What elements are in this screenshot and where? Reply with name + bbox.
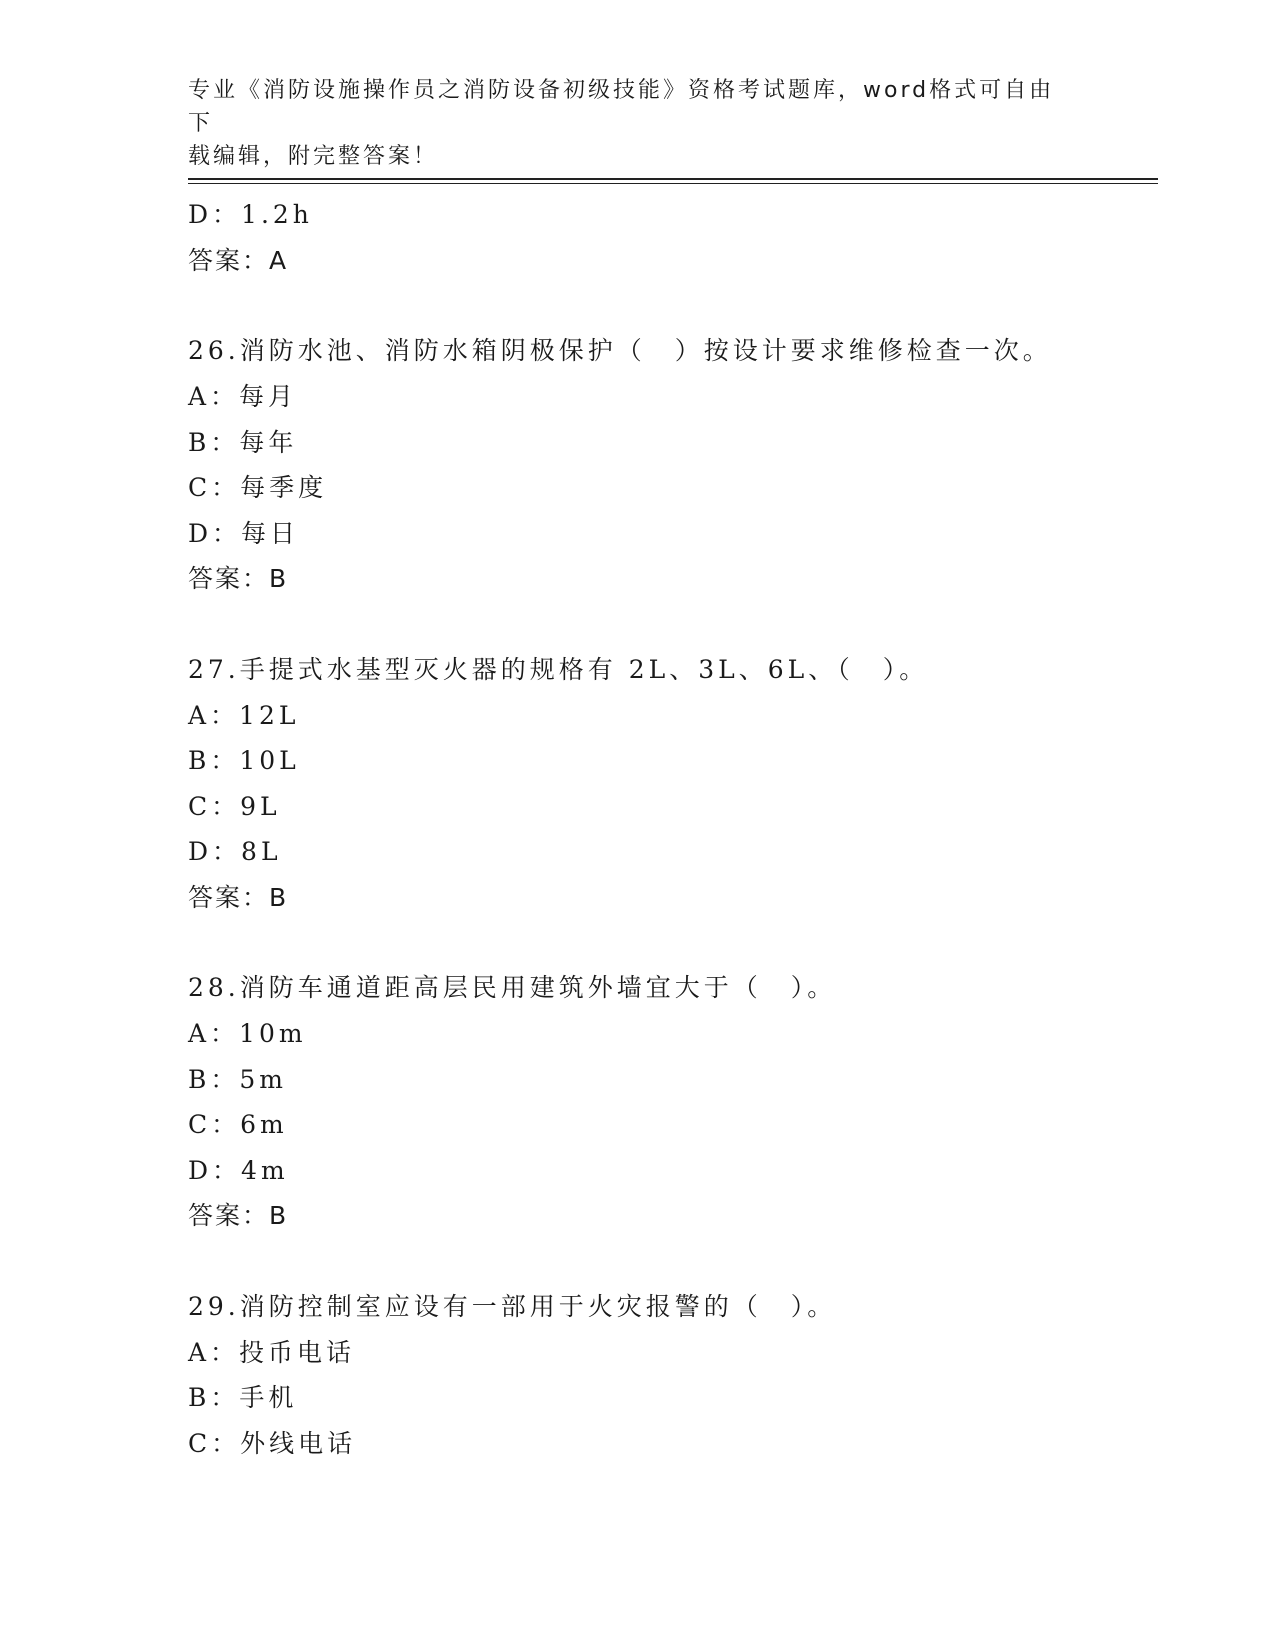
document-header [188, 74, 1068, 173]
option-d: D：每日 [188, 518, 300, 548]
option-c: C：外线电话 [188, 1428, 357, 1458]
option-b: B：5m [188, 1064, 287, 1094]
option-c: C：6m [188, 1110, 288, 1139]
question-text: 29.消防控制室应设有一部用于火灾报警的（ ）。 [188, 1291, 837, 1321]
option-c: C：9L [188, 791, 281, 821]
option-b: B：手机 [188, 1383, 298, 1412]
header-line-2: 载编辑，附完整答案！ [188, 144, 439, 169]
leading-option-d: D：1.2h [188, 200, 313, 229]
option-a: A：每月 [188, 382, 298, 411]
header-divider-thin [188, 183, 1158, 184]
option-b: B：每年 [188, 427, 298, 457]
option-a: A：投币电话 [188, 1337, 356, 1367]
question-list [188, 192, 1168, 1466]
option-a: A：12L [188, 700, 300, 730]
answer: 答案：B [188, 564, 289, 593]
question-29 [188, 1284, 1168, 1467]
question-text: 28.消防车通道距高层民用建筑外墙宜大于（ ）。 [188, 973, 837, 1002]
leading-answer: 答案：A [188, 245, 289, 275]
option-c: C：每季度 [188, 473, 328, 502]
question-26 [188, 328, 1168, 602]
header-line-1: 专业《消防设施操作员之消防设备初级技能》资格考试题库，word格式可自由下 [188, 78, 1055, 136]
option-d: D：4m [188, 1155, 289, 1185]
option-a: A：10m [188, 1019, 307, 1048]
option-d: D：8L [188, 837, 282, 866]
question-27 [188, 647, 1168, 921]
answer: 答案：B [188, 1201, 289, 1230]
option-b: B：10L [188, 746, 300, 775]
answer: 答案：B [188, 882, 289, 912]
question-28 [188, 965, 1168, 1239]
question-text: 26.消防水池、消防水箱阴极保护（ ）按设计要求维修检查一次。 [188, 336, 1052, 365]
header-divider-thick [188, 178, 1158, 180]
question-text: 27.手提式水基型灭火器的规格有 2L、3L、6L、（ ）。 [188, 654, 929, 684]
